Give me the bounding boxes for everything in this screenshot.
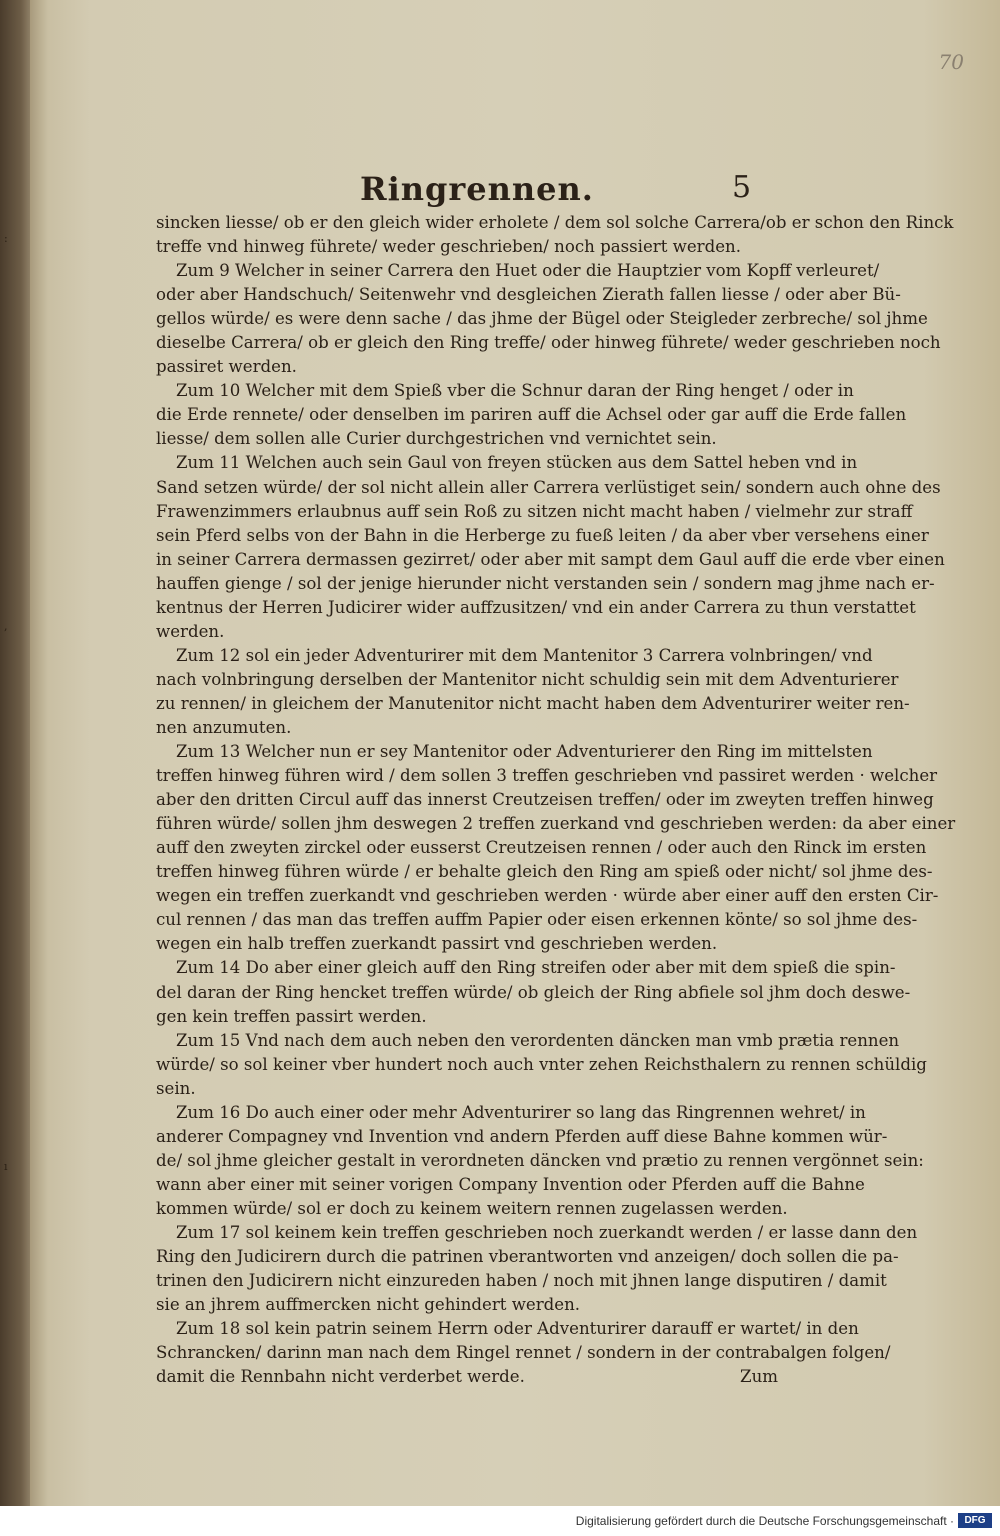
text-line: Schrancken/ darinn man nach dem Ringel rennet / sondern in der contrabalgen folgen/ (156, 1343, 891, 1363)
text-line: auff den zweyten zirckel oder eusserst Creutzeisen rennen / oder auch den Rinck im ersten (156, 838, 927, 858)
footer-credit: Digitalisierung gefördert durch die Deutsche Forschungsgemeinschaft · (575, 1514, 954, 1528)
text-line: führen würde/ sollen jhm deswegen 2 treffen zuerkand vnd geschrieben werden: da aber einer (156, 814, 956, 834)
text-line: trinen den Judicirern nicht einzureden haben / noch mit jhnen lange disputiren / damit (156, 1271, 887, 1291)
running-head (360, 170, 780, 210)
text-line: gellos würde/ es were denn sache / das jhme der Bügel oder Steigleder zerbreche/ sol jhme (156, 309, 928, 329)
gutter-mark: , (4, 620, 8, 633)
binding-gutter (0, 0, 30, 1506)
text-line: treffe vnd hinweg führete/ weder geschrieben/ noch passiert werden. (156, 237, 741, 257)
text-line: sein. (156, 1078, 196, 1098)
text-line: nach volnbringung derselben der Mantenitor nicht schuldig sein mit dem Adventurierer (156, 669, 899, 689)
text-line: anderer Compagney vnd Invention vnd andern Pferden auff diese Bahne kommen wür- (156, 1126, 888, 1146)
text-line: de/ sol jhme gleicher gestalt in verordneten däncken vnd prætio zu rennen vergönnet sein: (156, 1150, 924, 1170)
text-line: Zum 11 Welchen auch sein Gaul von freyen stücken aus dem Sattel heben vnd in (176, 453, 858, 473)
text-line: Zum 15 Vnd nach dem auch neben den verordenten däncken man vmb prætia rennen (176, 1030, 900, 1050)
text-line: cul rennen / das man das treffen auffm Papier oder eisen erkennen könte/ so sol jhme des- (156, 910, 918, 930)
running-head-title: Ringrennen. (360, 170, 594, 208)
folio-number: 70 (938, 50, 964, 74)
text-line: wann aber einer mit seiner vorigen Company Invention oder Pferden auff die Bahne (156, 1174, 865, 1194)
footer-bar (0, 1506, 1000, 1536)
text-line: Zum 12 sol ein jeder Adventurirer mit dem Mantenitor 3 Carrera volnbringen/ vnd (176, 645, 873, 665)
book-page (30, 0, 1000, 1506)
body-text (156, 211, 956, 1389)
text-line: Zum 10 Welcher mit dem Spieß vber die Schnur daran der Ring henget / oder in (176, 381, 854, 401)
gutter-mark: ı (4, 1160, 8, 1173)
text-line: gen kein treffen passirt werden. (156, 1006, 427, 1026)
text-line: sie an jhrem auffmercken nicht gehindert werden. (156, 1295, 581, 1315)
text-line: würde/ so sol keiner vber hundert noch auch vnter zehen Reichsthalern zu rennen schüldig (156, 1054, 927, 1074)
text-line: liesse/ dem sollen alle Curier durchgestrichen vnd vernichtet sein. (156, 429, 717, 449)
text-line: Zum 9 Welcher in seiner Carrera den Huet oder die Hauptzier vom Kopff verleuret/ (176, 261, 880, 281)
text-line: sein Pferd selbs von der Bahn in die Herberge zu fueß leiten / da aber vber versehens einer (156, 525, 929, 545)
text-line: kentnus der Herren Judicirer wider auffzusitzen/ vnd ein ander Carrera zu thun verstattet (156, 597, 916, 617)
text-line: Zum 17 sol keinem kein treffen geschrieben noch zuerkandt werden / er lasse dann den (176, 1222, 918, 1242)
text-line: wegen ein halb treffen zuerkandt passirt vnd geschrieben werden. (156, 934, 718, 954)
text-line-last (156, 1365, 778, 1389)
text-line: nen anzumuten. (156, 717, 292, 737)
text-line: Sand setzen würde/ der sol nicht allein aller Carrera verlüstiget sein/ sondern auch ohne des (156, 477, 941, 497)
text-line: Zum 14 Do aber einer gleich auff den Ring streifen oder aber mit dem spieß die spin- (176, 958, 896, 978)
text-line: kommen würde/ sol er doch zu keinem weitern rennen zugelassen werden. (156, 1198, 788, 1218)
text-line: treffen hinweg führen wird / dem sollen 3 treffen geschrieben vnd passiret werden · welcher (156, 766, 938, 786)
text-line: die Erde rennete/ oder denselben im pariren auff die Achsel oder gar auff die Erde fallen (156, 405, 907, 425)
text-line: passiret werden. (156, 357, 297, 377)
catchword: Zum (740, 1367, 778, 1387)
dfg-logo: DFG (958, 1513, 992, 1528)
text-line: wegen ein treffen zuerkandt vnd geschrieben werden · würde aber einer auff den ersten Cir- (156, 886, 939, 906)
text-line: zu rennen/ in gleichem der Manutenitor nicht macht haben dem Adventurirer weiter ren- (156, 693, 910, 713)
text-line: Frawenzimmers erlaubnus auff sein Roß zu sitzen nicht macht haben / vielmehr zur straff (156, 501, 913, 521)
page-number: 5 (732, 170, 752, 205)
text-line: Zum 13 Welcher nun er sey Mantenitor oder Adventurierer den Ring im mittelsten (176, 742, 873, 762)
text-line: Ring den Judicirern durch die patrinen vberantworten vnd anzeigen/ doch sollen die pa- (156, 1247, 899, 1267)
text-line: werden. (156, 621, 225, 641)
text-line: Zum 18 sol kein patrin seinem Herrn oder Adventurirer darauff er wartet/ in den (176, 1319, 859, 1339)
text-line: aber den dritten Circul auff das innerst Creutzeisen treffen/ oder im zweyten treffen hinweg (156, 790, 934, 810)
gutter-mark: : (4, 232, 8, 245)
text-line: in seiner Carrera dermassen gezirret/ oder aber mit sampt dem Gaul auff die erde vber einen (156, 549, 945, 569)
text-line: Zum 16 Do auch einer oder mehr Adventurirer so lang das Ringrennen wehret/ in (176, 1102, 866, 1122)
text-line: treffen hinweg führen würde / er behalte gleich den Ring am spieß oder nicht/ sol jhme des- (156, 862, 933, 882)
text-line: dieselbe Carrera/ ob er gleich den Ring treffe/ oder hinweg führete/ weder geschrieben noch (156, 333, 941, 353)
text-line: sincken liesse/ ob er den gleich wider erholete / dem sol solche Carrera/ob er schon den Rinck (156, 213, 954, 232)
text-line: oder aber Handschuch/ Seitenwehr vnd desgleichen Zierath fallen liesse / oder aber Bü- (156, 285, 901, 305)
text-line-content: damit die Rennbahn nicht verderbet werde. (156, 1367, 525, 1387)
text-line: del daran der Ring hencket treffen würde/ ob gleich der Ring abfiele sol jhm doch deswe- (156, 982, 911, 1002)
text-line: hauffen gienge / sol der jenige hierunder nicht verstanden sein / sondern mag jhme nach er- (156, 573, 935, 593)
